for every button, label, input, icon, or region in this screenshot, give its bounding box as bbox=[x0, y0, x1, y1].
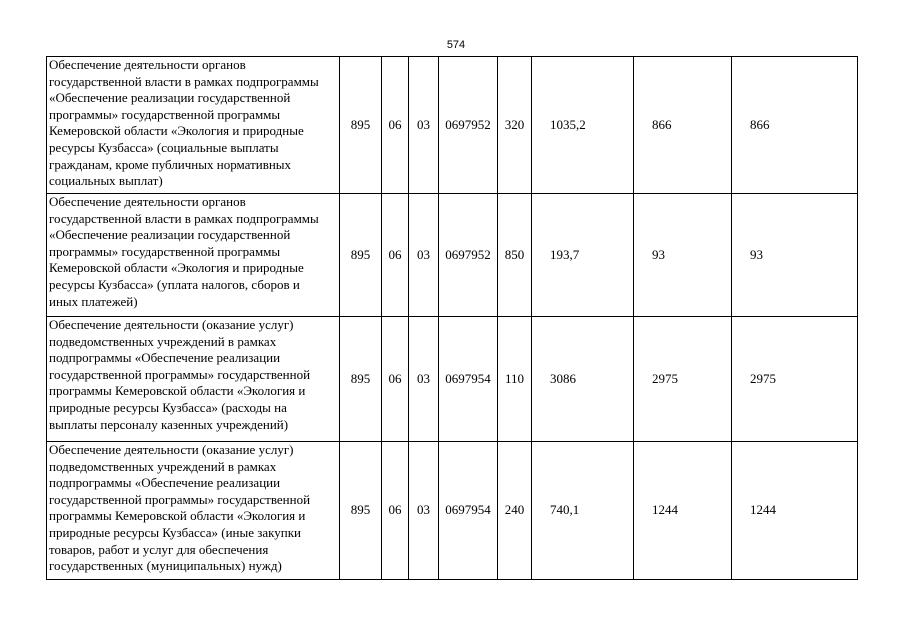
subsection-code: 03 bbox=[409, 317, 439, 442]
target-article-code: 0697952 bbox=[439, 194, 498, 317]
subsection-code: 03 bbox=[409, 57, 439, 194]
page-number: 574 bbox=[446, 39, 466, 51]
expense-type-code: 320 bbox=[498, 57, 532, 194]
table-row bbox=[47, 442, 858, 580]
amount-year-3: 93 bbox=[732, 194, 858, 317]
amount-year-2: 2975 bbox=[634, 317, 732, 442]
expense-type-code: 850 bbox=[498, 194, 532, 317]
section-code: 06 bbox=[382, 194, 409, 317]
subsection-code: 03 bbox=[409, 194, 439, 317]
ministry-code: 895 bbox=[340, 194, 382, 317]
amount-year-3: 866 bbox=[732, 57, 858, 194]
amount-year-2: 1244 bbox=[634, 442, 732, 580]
section-code: 06 bbox=[382, 442, 409, 580]
target-article-code: 0697954 bbox=[439, 442, 498, 580]
row-description: Обеспечение деятельности (оказание услуг) подведомственных учреждений в рамках подпрограммы «Обеспечение реализации государственной программы» государственной программы Кемеровской области «Экология и природные ресурсы Кузбасса» (расходы на выплаты персоналу казенных учреждений) bbox=[47, 317, 340, 442]
subsection-code: 03 bbox=[409, 442, 439, 580]
amount-year-1: 1035,2 bbox=[532, 57, 634, 194]
expense-type-code: 240 bbox=[498, 442, 532, 580]
amount-year-1: 193,7 bbox=[532, 194, 634, 317]
expense-type-code: 110 bbox=[498, 317, 532, 442]
table-row bbox=[47, 317, 858, 442]
amount-year-3: 2975 bbox=[732, 317, 858, 442]
section-code: 06 bbox=[382, 317, 409, 442]
amount-year-1: 3086 bbox=[532, 317, 634, 442]
ministry-code: 895 bbox=[340, 57, 382, 194]
ministry-code: 895 bbox=[340, 442, 382, 580]
row-description: Обеспечение деятельности органов государственной власти в рамках подпрограммы «Обеспечение реализации государственной программы» государственной программы Кемеровской области «Экология и природные ресурсы Кузбасса» (уплата налогов, сборов и иных платежей) bbox=[47, 194, 340, 317]
table-row bbox=[47, 194, 858, 317]
ministry-code: 895 bbox=[340, 317, 382, 442]
amount-year-3: 1244 bbox=[732, 442, 858, 580]
row-description: Обеспечение деятельности органов государственной власти в рамках подпрограммы «Обеспечение реализации государственной программы» государственной программы Кемеровской области «Экология и природные ресурсы Кузбасса» (социальные выплаты гражданам, кроме публичных нормативных социальных выплат) bbox=[47, 57, 340, 194]
amount-year-1: 740,1 bbox=[532, 442, 634, 580]
budget-table bbox=[46, 56, 858, 580]
target-article-code: 0697954 bbox=[439, 317, 498, 442]
target-article-code: 0697952 bbox=[439, 57, 498, 194]
row-description: Обеспечение деятельности (оказание услуг) подведомственных учреждений в рамках подпрограммы «Обеспечение реализации государственной программы» государственной программы Кемеровской области «Экология и природные ресурсы Кузбасса» (иные закупки товаров, работ и услуг для обеспечения государственных (муниципальных) нужд) bbox=[47, 442, 340, 580]
amount-year-2: 93 bbox=[634, 194, 732, 317]
amount-year-2: 866 bbox=[634, 57, 732, 194]
section-code: 06 bbox=[382, 57, 409, 194]
table-row bbox=[47, 57, 858, 194]
